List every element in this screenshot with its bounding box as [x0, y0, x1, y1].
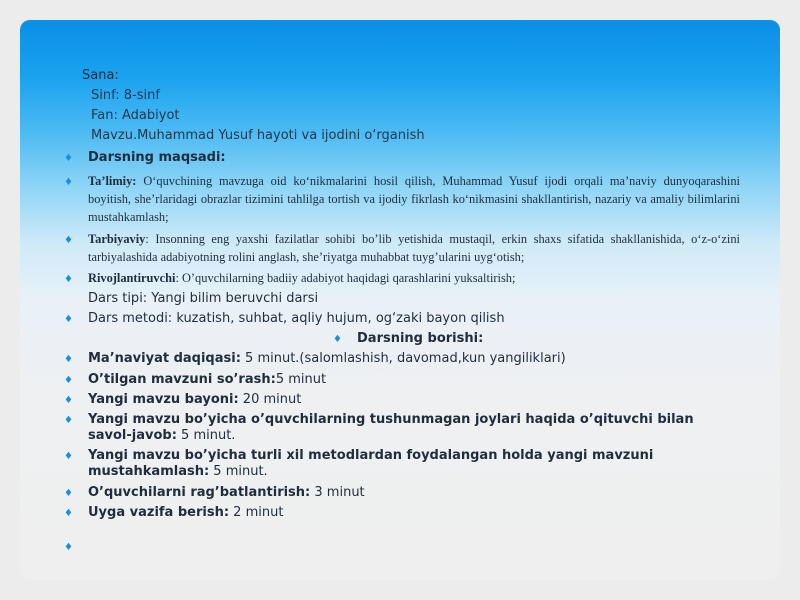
step-item: Yangi mavzu bo’yicha o’quvchilarning tushunmagan joylari haqida o’qituvchi bilan savol-javob: 5 minut. — [88, 412, 694, 443]
progress-heading: Darsning borishi: — [357, 331, 484, 346]
bullet-icon: ♦ — [64, 542, 73, 553]
date-label: Sana: — [82, 68, 119, 83]
bullet-icon: ♦ — [64, 153, 73, 164]
bullet-icon: ♦ — [64, 395, 73, 406]
class-label: Sinf: 8-sinf — [91, 88, 160, 103]
step-item: Uyga vazifa berish: 2 minut — [88, 505, 284, 520]
bullet-icon: ♦ — [64, 508, 73, 519]
step-item: Ma’naviyat daqiqasi: 5 minut.(salomlashish, davomad,kun yangiliklari) — [88, 351, 566, 366]
subject-label: Fan: Adabiyot — [91, 108, 180, 123]
goals-heading: Darsning maqsadi: — [88, 150, 226, 165]
bullet-icon: ♦ — [64, 451, 73, 462]
bullet-icon: ♦ — [64, 375, 73, 386]
bullet-icon: ♦ — [64, 177, 73, 188]
lesson-type: Dars tipi: Yangi bilim beruvchi darsi — [88, 291, 319, 306]
bullet-icon: ♦ — [64, 488, 73, 499]
bullet-icon: ♦ — [333, 334, 342, 345]
step-item: O’quvchilarni rag’batlantirish: 3 minut — [88, 485, 365, 500]
step-item: Yangi mavzu bayoni: 20 minut — [88, 392, 302, 407]
slide — [20, 20, 780, 580]
bullet-icon: ♦ — [64, 274, 73, 285]
bullet-icon: ♦ — [64, 235, 73, 246]
goal-educational: Ta’limiy: O‘quvchining mavzuga oid ko‘nikmalarini hosil qilish, Muhammad Yusuf ijodi orqali ma’naviy dunyoqarashini boyitish, she’rlaridagi obrazlar tizimini tahlilga tortish va ijodiy fikrlash ko‘nikmasini shakllantirish, nazariy va amaliy bilimlarini mustahkamlash; — [88, 174, 740, 224]
bullet-icon: ♦ — [64, 314, 73, 325]
step-item: O’tilgan mavzuni so’rash:5 minut — [88, 372, 327, 387]
goal-upbringing: Tarbiyaviy: Insonning eng yaxshi fazilatlar sohibi bo’lib yetishida mustaqil, erkin shaxs sifatida shakllanishida, o‘z-o‘zini tarbiyalashida adabiyotning rolini anglash, she’riyatga muhabbat tuyg’ularini uyg‘otish; — [88, 232, 740, 264]
bullet-icon: ♦ — [64, 415, 73, 426]
topic-label: Mavzu.Muhammad Yusuf hayoti va ijodini o‘rganish — [91, 128, 425, 143]
bullet-icon: ♦ — [64, 354, 73, 365]
step-item: Yangi mavzu bo’yicha turli xil metodlardan foydalangan holda yangi mavzuni mustahkamlash: 5 minut. — [88, 448, 654, 479]
lesson-method: Dars metodi: kuzatish, suhbat, aqliy hujum, og‘zaki bayon qilish — [88, 311, 505, 326]
goal-developmental: Rivojlantiruvchi: O’quvchilarning badiiy adabiyot haqidagi qarashlarini yuksaltirish; — [88, 271, 516, 285]
